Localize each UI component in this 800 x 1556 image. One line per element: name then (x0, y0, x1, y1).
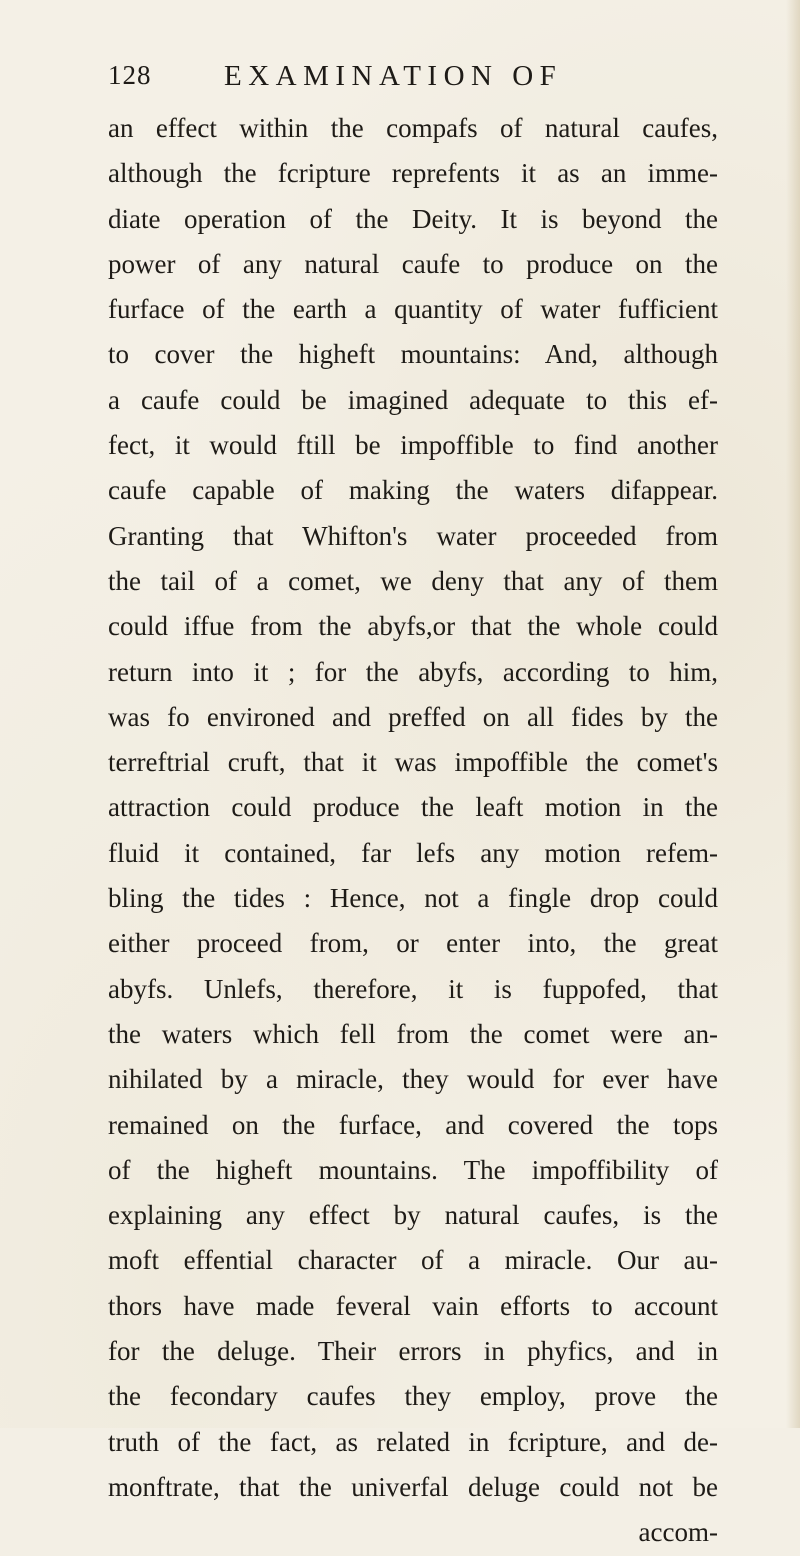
text-line: to cover the higheft mountains: And, although (108, 339, 718, 370)
text-line: of the higheft mountains. The impoffibility of (108, 1154, 718, 1185)
text-line: remained on the furface, and covered the tops (108, 1109, 718, 1140)
text-line: thors have made feveral vain efforts to account (108, 1290, 718, 1321)
text-line: either proceed from, or enter into, the great (108, 928, 718, 959)
text-line: although the fcripture reprefents it as an imme- (108, 158, 718, 189)
text-line: moft effential character of a miracle. Our au- (108, 1245, 718, 1276)
text-line: the waters which fell from the comet were an- (108, 1018, 718, 1049)
text-line: fect, it would ftill be impoffible to find another (108, 430, 718, 461)
text-line: attraction could produce the leaft motion in the (108, 792, 718, 823)
running-head (108, 60, 748, 100)
text-line: the tail of a comet, we deny that any of them (108, 565, 718, 596)
text-line: nihilated by a miracle, they would for ever have (108, 1064, 718, 1095)
page-number: 128 (108, 60, 152, 90)
text-line: could iffue from the abyfs,or that the whole could (108, 611, 718, 642)
text-line: fluid it contained, far lefs any motion refem- (108, 837, 718, 868)
text-line: was fo environed and preffed on all fides by the (108, 701, 718, 732)
body-text (108, 106, 718, 1556)
text-line: the fecondary caufes they employ, prove the (108, 1381, 718, 1412)
text-line: monftrate, that the univerfal deluge could not be (108, 1471, 718, 1502)
running-title: EXAMINATION OF (224, 60, 563, 92)
text-line: power of any natural caufe to produce on the (108, 248, 718, 279)
text-line: explaining any effect by natural caufes, is the (108, 1200, 718, 1231)
text-line: Granting that Whifton's water proceeded from (108, 520, 718, 551)
text-line: truth of the fact, as related in fcripture, and de- (108, 1426, 718, 1457)
page-edge-shadow (786, 0, 800, 1428)
text-line: for the deluge. Their errors in phyfics, and in (108, 1336, 718, 1367)
text-line: return into it ; for the abyfs, according to him, (108, 656, 718, 687)
text-line: furface of the earth a quantity of water fufficient (108, 294, 718, 325)
catchword: accom- (638, 1517, 718, 1548)
text-line: a caufe could be imagined adequate to this ef- (108, 384, 718, 415)
text-line: caufe capable of making the waters difappear. (108, 475, 718, 506)
text-line: terreftrial cruft, that it was impoffible the comet's (108, 747, 718, 778)
text-line: an effect within the compafs of natural caufes, (108, 113, 718, 143)
text-line: diate operation of the Deity. It is beyond the (108, 203, 718, 234)
text-line: bling the tides : Hence, not a fingle drop could (108, 883, 718, 914)
text-line: abyfs. Unlefs, therefore, it is fuppofed, that (108, 973, 718, 1004)
